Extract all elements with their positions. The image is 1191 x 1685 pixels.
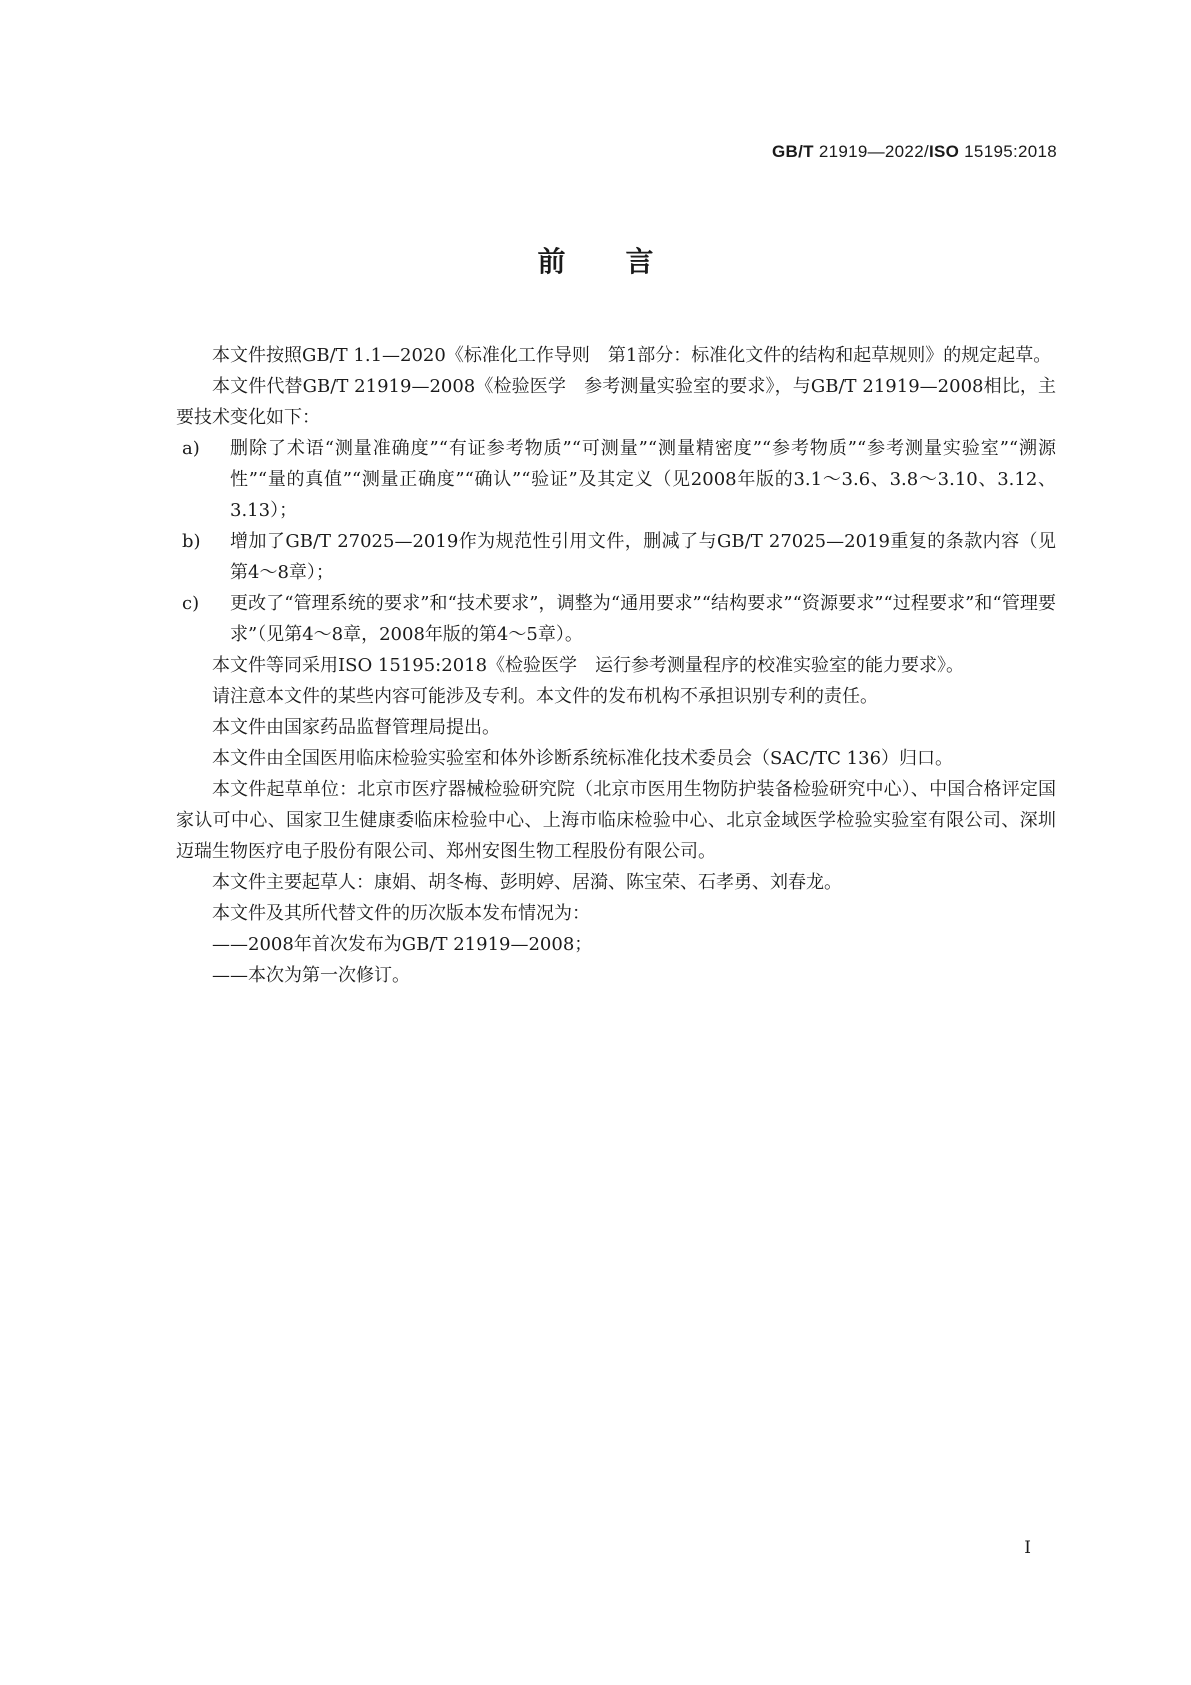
standard-code: [772, 142, 1057, 162]
paragraph-history-intro: 本文件及其所代替文件的历次版本发布情况为：: [212, 903, 590, 924]
list-marker: c): [182, 593, 200, 614]
paragraph-patent-notice: 请注意本文件的某些内容可能涉及专利。本文件的发布机构不承担识别专利的责任。: [212, 686, 878, 707]
iso-prefix: ISO: [928, 142, 960, 161]
paragraph-equivalent-iso: 本文件等同采用ISO 15195:2018《检验医学 运行参考测量程序的校准实验室的能力要求》。: [212, 655, 965, 676]
paragraph-drafting-rules: 本文件按照GB/T 1.1—2020《标准化工作导则 第1部分：标准化文件的结构和起草规则》的规定起草。: [212, 345, 1052, 366]
list-item-text: 更改了“管理系统的要求”和“技术要求”，调整为“通用要求”“结构要求”“资源要求”“过程要求”和“管理要求”（见第4～8章，2008年版的第4～5章）。: [230, 593, 1056, 645]
history-item: ——2008年首次发布为GB/T 21919—2008；: [212, 934, 593, 955]
std-prefix: GB/T: [772, 142, 814, 161]
list-item: [176, 588, 1056, 650]
page-number: I: [1024, 1538, 1031, 1558]
paragraph-drafters: 本文件主要起草人：康娟、胡冬梅、彭明婷、居漪、陈宝荣、石孝勇、刘春龙。: [212, 872, 842, 893]
list-item-text: 删除了术语“测量准确度”“有证参考物质”“可测量”“测量精密度”“参考物质”“参考测量实验室”“溯源性”“量的真值”“测量正确度”“确认”“验证”及其定义（见2008年版的3.1～3.6、3.8～3.10、3.12、3.13）；: [230, 438, 1056, 521]
paragraph-centralized-by: 本文件由全国医用临床检验实验室和体外诊断系统标准化技术委员会（SAC/TC 136）归口。: [212, 748, 954, 769]
paragraph-drafting-units: 本文件起草单位：北京市医疗器械检验研究院（北京市医用生物防护装备检验研究中心）、中国合格评定国家认可中心、国家卫生健康委临床检验中心、上海市临床检验中心、北京金域医学检验实验室有限公司、深圳迈瑞生物医疗电子股份有限公司、郑州安图生物工程股份有限公司。: [176, 779, 1056, 862]
foreword-body: [176, 340, 1056, 991]
list-item: [176, 526, 1056, 588]
list-marker: b): [182, 531, 201, 552]
list-item: [176, 433, 1056, 526]
std-number: 21919—2022/: [813, 142, 929, 161]
paragraph-proposed-by: 本文件由国家药品监督管理局提出。: [212, 717, 500, 738]
list-item-text: 增加了GB/T 27025—2019作为规范性引用文件，删减了与GB/T 27025—2019重复的条款内容（见第4～8章）；: [230, 531, 1056, 583]
paragraph-replaces: 本文件代替GB/T 21919—2008《检验医学 参考测量实验室的要求》，与GB/T 21919—2008相比，主要技术变化如下：: [176, 376, 1056, 428]
list-marker: a): [182, 438, 200, 459]
page-title: 前言: [537, 245, 714, 278]
history-item: ——本次为第一次修订。: [212, 965, 410, 986]
iso-number: 15195:2018: [959, 142, 1057, 161]
